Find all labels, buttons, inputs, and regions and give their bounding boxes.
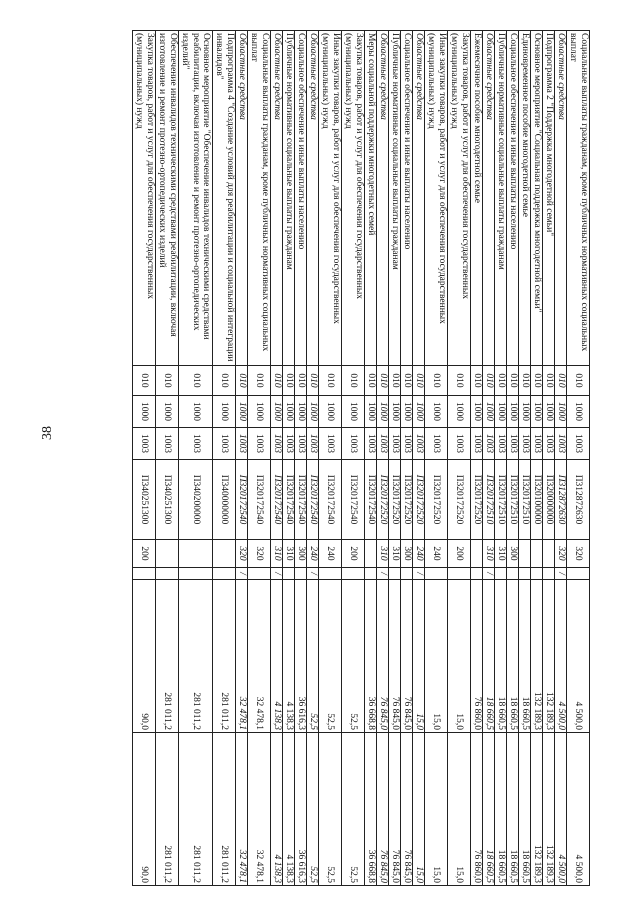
subsection-code: 1003 [248, 428, 271, 460]
amount-second: 18 660,5 [507, 733, 519, 886]
target-article-code: П340000000 [213, 460, 236, 540]
page-number: 38 [40, 426, 55, 440]
item-name: Областные средства [413, 31, 425, 366]
funding-mark [342, 568, 365, 580]
subsection-code: 1003 [401, 428, 413, 460]
subsection-code: 1003 [271, 428, 283, 460]
funding-mark [448, 568, 471, 580]
item-name: Ежемесячное пособие многодетной семье [471, 31, 483, 366]
amount-first: 18 660,5 [495, 580, 507, 733]
item-name: Обеспечение инвалидов техническими средствами реабилитации, включая изготовление и ремонт протезно-ортопедических изделий [156, 31, 179, 366]
item-name: Областные средства [377, 31, 389, 366]
ministry-code: 010 [555, 366, 567, 396]
funding-mark: / [377, 568, 389, 580]
funding-mark [248, 568, 271, 580]
section-code: 1000 [483, 396, 495, 428]
section-code: 1000 [413, 396, 425, 428]
table-row [377, 31, 389, 886]
amount-first: 4 500,0 [555, 580, 567, 733]
item-name: Областные средства [236, 31, 248, 366]
section-code: 1000 [295, 396, 307, 428]
section-code: 1000 [448, 396, 471, 428]
table-row [236, 31, 248, 886]
amount-first: 90,0 [133, 580, 156, 733]
target-article-code: П320172520 [471, 460, 483, 540]
target-article-code: П320172520 [448, 460, 471, 540]
target-article-code: П320172520 [425, 460, 448, 540]
expense-type-code [471, 540, 483, 568]
amount-first: 132 189,3 [531, 580, 543, 733]
ministry-code: 010 [179, 366, 213, 396]
ministry-code: 010 [133, 366, 156, 396]
target-article-code: П312872630 [567, 460, 590, 540]
ministry-code: 010 [448, 366, 471, 396]
table-row [471, 31, 483, 886]
section-code: 1000 [555, 396, 567, 428]
expense-type-code [365, 540, 377, 568]
table-row [213, 31, 236, 886]
target-article-code: П320172520 [401, 460, 413, 540]
amount-second: 76 860,0 [471, 733, 483, 886]
section-code: 1000 [531, 396, 543, 428]
amount-first: 76 845,0 [377, 580, 389, 733]
amount-first: 52,5 [342, 580, 365, 733]
table-row [531, 31, 543, 886]
subsection-code: 1003 [133, 428, 156, 460]
amount-second: 15,0 [413, 733, 425, 886]
item-name: Публичные нормативные социальные выплаты гражданам [283, 31, 295, 366]
expense-type-code: 310 [283, 540, 295, 568]
target-article-code: П340200000 [179, 460, 213, 540]
amount-first: 76 845,0 [401, 580, 413, 733]
expense-type-code: 310 [495, 540, 507, 568]
ministry-code: 010 [236, 366, 248, 396]
funding-mark: / [555, 568, 567, 580]
item-name: Подпрограмма 2 "Поддержка многодетной семьи" [543, 31, 555, 366]
item-name: Социальное обеспечение и иные выплаты населению [295, 31, 307, 366]
amount-second: 15,0 [448, 733, 471, 886]
amount-second: 4 138,3 [283, 733, 295, 886]
item-name: Социальное обеспечение и иные выплаты населению [401, 31, 413, 366]
expense-type-code: 300 [507, 540, 519, 568]
section-code: 1000 [377, 396, 389, 428]
expense-type-code: 320 [555, 540, 567, 568]
section-code: 1000 [425, 396, 448, 428]
funding-mark [179, 568, 213, 580]
amount-first: 4 138,3 [271, 580, 283, 733]
amount-first: 18 660,5 [519, 580, 531, 733]
expense-type-code: 300 [295, 540, 307, 568]
amount-first: 32 478,1 [236, 580, 248, 733]
target-article-code: П320172540 [271, 460, 283, 540]
table-row [319, 31, 342, 886]
amount-first: 18 660,5 [483, 580, 495, 733]
subsection-code: 1003 [425, 428, 448, 460]
amount-second: 18 660,5 [519, 733, 531, 886]
table-row [555, 31, 567, 886]
expense-type-code: 200 [448, 540, 471, 568]
ministry-code: 010 [295, 366, 307, 396]
funding-mark: / [307, 568, 319, 580]
subsection-code: 1003 [531, 428, 543, 460]
ministry-code: 010 [543, 366, 555, 396]
funding-mark: / [413, 568, 425, 580]
expense-type-code: 310 [389, 540, 401, 568]
item-name: Основное мероприятие "Социальная поддержка многодетной семьи" [531, 31, 543, 366]
expense-type-code [543, 540, 555, 568]
section-code: 1000 [519, 396, 531, 428]
section-code: 1000 [471, 396, 483, 428]
ministry-code: 010 [365, 366, 377, 396]
ministry-code: 010 [213, 366, 236, 396]
amount-second: 4 500,0 [567, 733, 590, 886]
expense-type-code [213, 540, 236, 568]
funding-mark [401, 568, 413, 580]
amount-first: 76 845,0 [389, 580, 401, 733]
subsection-code: 1003 [319, 428, 342, 460]
subsection-code: 1003 [179, 428, 213, 460]
funding-mark [495, 568, 507, 580]
target-article-code: П320172540 [307, 460, 319, 540]
item-name: Основное мероприятие "Обеспечение инвалидов техническими средствами реабилитации, включая изготовление и ремонт протезно-ортопедических изделий" [179, 31, 213, 366]
expense-type-code: 200 [342, 540, 365, 568]
section-code: 1000 [342, 396, 365, 428]
budget-table-body [133, 31, 590, 886]
subsection-code: 1003 [295, 428, 307, 460]
table-row [307, 31, 319, 886]
expense-type-code: 320 [567, 540, 590, 568]
table-row [507, 31, 519, 886]
table-row [448, 31, 471, 886]
funding-mark [295, 568, 307, 580]
target-article-code: П320172520 [389, 460, 401, 540]
ministry-code: 010 [413, 366, 425, 396]
amount-second: 281 011,2 [213, 733, 236, 886]
amount-second: 52,5 [342, 733, 365, 886]
target-article-code: П340251300 [133, 460, 156, 540]
section-code: 1000 [307, 396, 319, 428]
funding-mark [507, 568, 519, 580]
funding-mark [319, 568, 342, 580]
table-row [179, 31, 213, 886]
item-name: Закупка товаров, работ и услуг для обеспечения государственных (муниципальных) нужд [448, 31, 471, 366]
ministry-code: 010 [567, 366, 590, 396]
target-article-code: П320172540 [365, 460, 377, 540]
ministry-code: 010 [248, 366, 271, 396]
funding-mark [567, 568, 590, 580]
amount-first: 32 478,1 [248, 580, 271, 733]
target-article-code: П320172520 [413, 460, 425, 540]
section-code: 1000 [401, 396, 413, 428]
target-article-code: П312872630 [555, 460, 567, 540]
expense-type-code: 320 [236, 540, 248, 568]
subsection-code: 1003 [471, 428, 483, 460]
item-name: Иные закупки товаров, работ и услуг для обеспечения государственных (муниципальных) нужд [425, 31, 448, 366]
section-code: 1000 [507, 396, 519, 428]
table-row [495, 31, 507, 886]
table-row [519, 31, 531, 886]
amount-second: 18 660,5 [495, 733, 507, 886]
ministry-code: 010 [519, 366, 531, 396]
funding-mark: / [236, 568, 248, 580]
target-article-code: П320172540 [283, 460, 295, 540]
budget-table [132, 30, 590, 886]
table-row [295, 31, 307, 886]
subsection-code: 1003 [413, 428, 425, 460]
expense-type-code: 240 [307, 540, 319, 568]
section-code: 1000 [236, 396, 248, 428]
expense-type-code: 240 [413, 540, 425, 568]
section-code: 1000 [133, 396, 156, 428]
section-code: 1000 [156, 396, 179, 428]
expense-type-code: 300 [401, 540, 413, 568]
target-article-code: П340251300 [156, 460, 179, 540]
item-name: Областные средства [483, 31, 495, 366]
expense-type-code [519, 540, 531, 568]
item-name: Публичные нормативные социальные выплаты гражданам [389, 31, 401, 366]
subsection-code: 1003 [307, 428, 319, 460]
amount-second: 52,5 [307, 733, 319, 886]
ministry-code: 010 [271, 366, 283, 396]
subsection-code: 1003 [555, 428, 567, 460]
ministry-code: 010 [531, 366, 543, 396]
expense-type-code: 310 [483, 540, 495, 568]
section-code: 1000 [319, 396, 342, 428]
target-article-code: П320172540 [248, 460, 271, 540]
amount-second: 132 189,3 [543, 733, 555, 886]
amount-first: 281 011,2 [156, 580, 179, 733]
section-code: 1000 [543, 396, 555, 428]
section-code: 1000 [567, 396, 590, 428]
table-row [248, 31, 271, 886]
amount-second: 281 011,2 [179, 733, 213, 886]
ministry-code: 010 [389, 366, 401, 396]
amount-first: 36 616,3 [295, 580, 307, 733]
ministry-code: 010 [319, 366, 342, 396]
subsection-code: 1003 [483, 428, 495, 460]
ministry-code: 010 [483, 366, 495, 396]
budget-table-sheet [132, 30, 590, 885]
item-name: Закупка товаров, работ и услуг для обеспечения государственных (муниципальных) нужд [342, 31, 365, 366]
item-name: Социальные выплаты гражданам, кроме публичных нормативных социальных выплат [248, 31, 271, 366]
funding-mark [471, 568, 483, 580]
amount-first: 52,5 [307, 580, 319, 733]
expense-type-code: 310 [271, 540, 283, 568]
ministry-code: 010 [471, 366, 483, 396]
section-code: 1000 [283, 396, 295, 428]
table-row [543, 31, 555, 886]
target-article-code: П320172510 [507, 460, 519, 540]
funding-mark [213, 568, 236, 580]
section-code: 1000 [389, 396, 401, 428]
funding-mark [156, 568, 179, 580]
section-code: 1000 [271, 396, 283, 428]
subsection-code: 1003 [377, 428, 389, 460]
item-name: Областные средства [555, 31, 567, 366]
subsection-code: 1003 [236, 428, 248, 460]
section-code: 1000 [213, 396, 236, 428]
target-article-code: П320172510 [519, 460, 531, 540]
funding-mark [283, 568, 295, 580]
ministry-code: 010 [495, 366, 507, 396]
amount-second: 76 845,0 [389, 733, 401, 886]
expense-type-code: 320 [248, 540, 271, 568]
amount-second: 15,0 [425, 733, 448, 886]
amount-first: 4 500,0 [567, 580, 590, 733]
amount-first: 15,0 [425, 580, 448, 733]
expense-type-code: 200 [133, 540, 156, 568]
amount-second: 76 845,0 [377, 733, 389, 886]
subsection-code: 1003 [495, 428, 507, 460]
ministry-code: 010 [156, 366, 179, 396]
amount-first: 281 011,2 [179, 580, 213, 733]
ministry-code: 010 [307, 366, 319, 396]
item-name: Подпрограмма 4 "Создание условий для реабилитации и социальной интеграции инвалидов" [213, 31, 236, 366]
funding-mark [389, 568, 401, 580]
table-row [567, 31, 590, 886]
amount-second: 76 845,0 [401, 733, 413, 886]
amount-first: 281 011,2 [213, 580, 236, 733]
item-name: Областные средства [307, 31, 319, 366]
expense-type-code [531, 540, 543, 568]
subsection-code: 1003 [448, 428, 471, 460]
funding-mark: / [483, 568, 495, 580]
table-row [133, 31, 156, 886]
section-code: 1000 [365, 396, 377, 428]
subsection-code: 1003 [156, 428, 179, 460]
amount-second: 36 616,3 [295, 733, 307, 886]
target-article-code: П320172540 [342, 460, 365, 540]
table-row [156, 31, 179, 886]
subsection-code: 1003 [283, 428, 295, 460]
amount-first: 15,0 [413, 580, 425, 733]
target-article-code: П320172510 [483, 460, 495, 540]
target-article-code: П320172540 [295, 460, 307, 540]
table-row [401, 31, 413, 886]
item-name: Социальное обеспечение и иные выплаты населению [507, 31, 519, 366]
section-code: 1000 [495, 396, 507, 428]
funding-mark: / [271, 568, 283, 580]
section-code: 1000 [179, 396, 213, 428]
amount-first: 15,0 [448, 580, 471, 733]
item-name: Иные закупки товаров, работ и услуг для обеспечения государственных (муниципальных) нужд [319, 31, 342, 366]
item-name: Публичные нормативные социальные выплаты гражданам [495, 31, 507, 366]
subsection-code: 1003 [567, 428, 590, 460]
amount-second: 4 500,0 [555, 733, 567, 886]
amount-first: 18 660,5 [507, 580, 519, 733]
table-row [283, 31, 295, 886]
section-code: 1000 [248, 396, 271, 428]
ministry-code: 010 [401, 366, 413, 396]
amount-second: 32 478,1 [236, 733, 248, 886]
target-article-code: П320000000 [543, 460, 555, 540]
ministry-code: 010 [425, 366, 448, 396]
expense-type-code: 240 [319, 540, 342, 568]
item-name: Меры социальной поддержки многодетных семей [365, 31, 377, 366]
subsection-code: 1003 [365, 428, 377, 460]
table-row [425, 31, 448, 886]
amount-second: 132 189,3 [531, 733, 543, 886]
subsection-code: 1003 [519, 428, 531, 460]
funding-mark [425, 568, 448, 580]
table-row [342, 31, 365, 886]
subsection-code: 1003 [213, 428, 236, 460]
expense-type-code [156, 540, 179, 568]
item-name: Закупка товаров, работ и услуг для обеспечения государственных (муниципальных) нужд [133, 31, 156, 366]
item-name: Единовременное пособие многодетной семье [519, 31, 531, 366]
ministry-code: 010 [342, 366, 365, 396]
target-article-code: П320172510 [495, 460, 507, 540]
expense-type-code [179, 540, 213, 568]
target-article-code: П320172540 [236, 460, 248, 540]
amount-first: 76 860,0 [471, 580, 483, 733]
item-name: Областные средства [271, 31, 283, 366]
amount-second: 18 660,5 [483, 733, 495, 886]
amount-second: 90,0 [133, 733, 156, 886]
ministry-code: 010 [283, 366, 295, 396]
amount-first: 132 189,3 [543, 580, 555, 733]
table-row [483, 31, 495, 886]
amount-second: 32 478,1 [248, 733, 271, 886]
ministry-code: 010 [507, 366, 519, 396]
table-row [365, 31, 377, 886]
table-row [413, 31, 425, 886]
target-article-code: П320100000 [531, 460, 543, 540]
table-row [389, 31, 401, 886]
funding-mark [543, 568, 555, 580]
funding-mark [365, 568, 377, 580]
funding-mark [519, 568, 531, 580]
item-name: Социальные выплаты гражданам, кроме публичных нормативных социальных выплат [567, 31, 590, 366]
amount-first: 52,5 [319, 580, 342, 733]
ministry-code: 010 [377, 366, 389, 396]
amount-first: 4 138,3 [283, 580, 295, 733]
target-article-code: П320172540 [319, 460, 342, 540]
target-article-code: П320172520 [377, 460, 389, 540]
amount-second: 36 668,8 [365, 733, 377, 886]
amount-second: 4 138,3 [271, 733, 283, 886]
amount-second: 52,5 [319, 733, 342, 886]
subsection-code: 1003 [507, 428, 519, 460]
amount-second: 281 011,2 [156, 733, 179, 886]
subsection-code: 1003 [543, 428, 555, 460]
table-row [271, 31, 283, 886]
subsection-code: 1003 [342, 428, 365, 460]
expense-type-code: 240 [425, 540, 448, 568]
amount-first: 36 668,8 [365, 580, 377, 733]
funding-mark [133, 568, 156, 580]
subsection-code: 1003 [389, 428, 401, 460]
expense-type-code: 310 [377, 540, 389, 568]
funding-mark [531, 568, 543, 580]
